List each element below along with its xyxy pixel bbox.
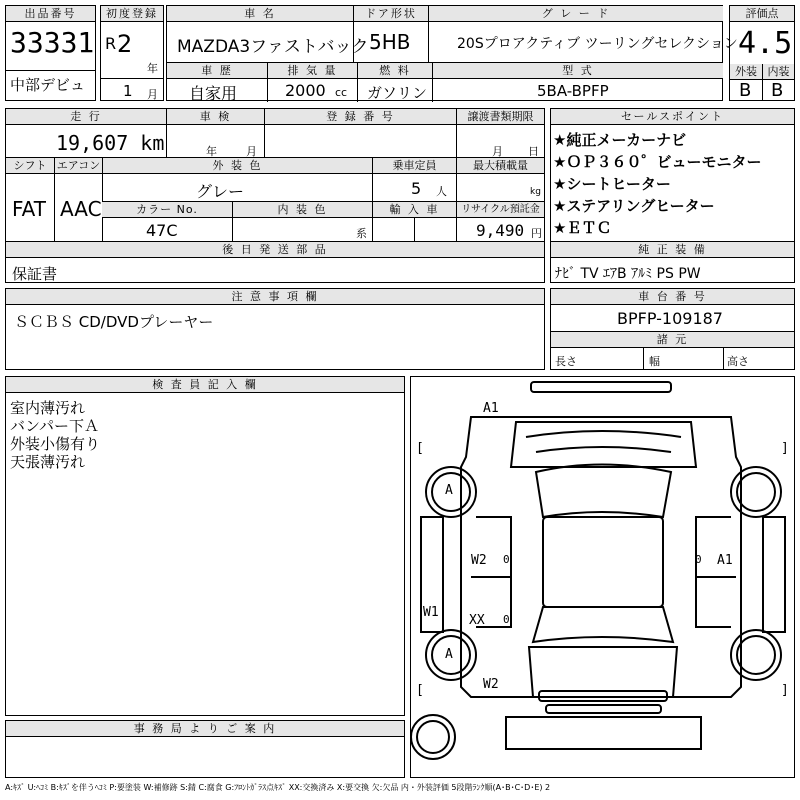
color-number: 47C xyxy=(146,221,178,240)
shift-label: シフト xyxy=(6,158,54,174)
shift: FAT xyxy=(12,197,47,221)
load-unit: kg xyxy=(530,187,541,197)
selling-point-1: ★純正メーカーナビ xyxy=(553,131,687,149)
notes-label: 注 意 事 項 欄 xyxy=(6,289,544,305)
notes-text: ＳＣＢＳ CD/DVDプレーヤー xyxy=(14,313,214,331)
first-reg-label: 初度登録 xyxy=(101,6,163,22)
genuine-equipment-label: 純 正 装 備 xyxy=(551,242,794,258)
ext-label: 外装 xyxy=(730,64,762,80)
damage-a1-right: A1 xyxy=(717,553,733,568)
damage-a-front-left: A xyxy=(445,483,453,498)
damage-zero-2: 0 xyxy=(695,553,702,566)
ext-grade: B xyxy=(739,80,752,101)
svg-text:[: [ xyxy=(416,441,424,456)
car-outline-svg xyxy=(411,377,794,777)
damage-xx: XX xyxy=(469,613,485,628)
reg-year: 2 xyxy=(117,30,133,58)
svg-text:]: ] xyxy=(781,441,789,456)
chassis-number: BPFP-109187 xyxy=(617,309,723,328)
month-unit: 月 xyxy=(147,88,158,101)
capacity-label: 乗車定員 xyxy=(372,158,456,174)
office-box xyxy=(5,720,405,778)
name-label: 車 名 xyxy=(167,6,353,22)
year-unit: 年 xyxy=(147,62,158,75)
history: 自家用 xyxy=(189,84,238,103)
import-label: 輸 入 車 xyxy=(372,202,456,218)
grade: 20Sプロアクティブ ツーリングセレクション xyxy=(457,36,738,52)
car-name: MAZDA3ファストバック xyxy=(177,37,369,57)
era: R xyxy=(105,34,117,53)
door-type: 5HB xyxy=(369,30,411,54)
first-registration-box xyxy=(100,5,164,101)
details-box xyxy=(5,108,545,283)
dims-width: 幅 xyxy=(649,355,660,368)
transfer-label: 譲渡書類期限 xyxy=(456,109,544,125)
score-box xyxy=(729,5,795,101)
notes-box xyxy=(5,288,545,370)
later-parts-label: 後 日 発 送 部 品 xyxy=(6,242,544,258)
inspection-label: 車 検 xyxy=(166,109,264,125)
inspector-label: 検 査 員 記 入 欄 xyxy=(6,377,404,393)
genuine-equipment: ﾅﾋﾞ TV ｴｱB ｱﾙﾐ PS PW xyxy=(555,266,701,282)
cc-unit: cc xyxy=(335,86,348,99)
ac: AAC xyxy=(60,197,102,221)
mileage: 19,607 km xyxy=(56,131,165,155)
recycle-label: リサイクル預託金 xyxy=(456,202,544,218)
ac-label: エアコン xyxy=(54,158,102,174)
door-label: ドア形状 xyxy=(353,6,428,22)
transfer-month-unit: 月 xyxy=(492,145,503,158)
damage-a1-top: A1 xyxy=(483,401,499,416)
displacement: 2000 xyxy=(285,81,326,100)
regno-label: 登 録 番 号 xyxy=(264,109,456,125)
displacement-label: 排 気 量 xyxy=(267,63,357,79)
selling-point-3: ★シートヒーター xyxy=(553,175,671,193)
inspector-line-4: 天張薄汚れ xyxy=(10,453,86,471)
score-label: 評価点 xyxy=(730,6,794,22)
damage-zero-1: 0 xyxy=(503,553,510,566)
damage-a-rear-left: A xyxy=(445,647,453,662)
selling-point-2: ★ＯＰ３６０゜ビューモニター xyxy=(553,153,762,171)
history-label: 車 歴 xyxy=(167,63,267,79)
inspector-line-1: 室内薄汚れ xyxy=(10,399,86,417)
damage-zero-3: 0 xyxy=(503,613,510,626)
load-label: 最大積載量 xyxy=(456,158,544,174)
inspector-line-2: バンパー下Ａ xyxy=(10,417,99,435)
dims-height: 高さ xyxy=(727,355,749,368)
car-diagram xyxy=(410,376,795,778)
intcolor-suffix: 系 xyxy=(356,227,367,240)
fuel-label: 燃 料 xyxy=(357,63,432,79)
color-label: 外 装 色 xyxy=(102,158,372,174)
recycle-unit: 円 xyxy=(531,227,542,240)
office-label: 事 務 局 よ り ご 案 内 xyxy=(6,721,404,737)
chassis-label: 車 台 番 号 xyxy=(551,289,794,305)
capacity-unit: 人 xyxy=(436,185,447,198)
insp-year-unit: 年 xyxy=(206,145,217,158)
lot-box xyxy=(5,5,96,101)
inspector-box xyxy=(5,376,405,716)
selling-point-4: ★ステアリングヒーター xyxy=(553,197,715,215)
recycle-fee: 9,490 xyxy=(476,221,525,240)
model-label: 型 式 xyxy=(432,63,723,79)
selling-points-box xyxy=(550,108,795,283)
exterior-color: グレー xyxy=(196,182,245,201)
lot-number: 33331 xyxy=(10,26,95,59)
score: 4.5 xyxy=(738,26,793,61)
int-grade: B xyxy=(771,80,784,101)
svg-text:]: ] xyxy=(781,683,789,698)
selling-points-label: セールスポイント xyxy=(551,109,794,125)
fuel: ガソリン xyxy=(367,84,428,102)
dims-label: 諸 元 xyxy=(551,332,794,348)
model-code: 5BA-BPFP xyxy=(537,82,609,100)
colorno-label: カラー No. xyxy=(102,202,232,218)
selling-point-5: ★ＥＴＣ xyxy=(553,219,612,237)
grade-label: グ レ ー ド xyxy=(428,6,723,22)
debut-label: 中部デビュ xyxy=(10,76,86,94)
later-parts: 保証書 xyxy=(12,265,58,283)
inspector-line-3: 外装小傷有り xyxy=(10,435,101,453)
dims-length: 長さ xyxy=(555,355,577,368)
insp-month-unit: 月 xyxy=(246,145,257,158)
chassis-box xyxy=(550,288,795,370)
int-label: 内装 xyxy=(762,64,794,80)
damage-w2-left: W2 xyxy=(471,553,487,568)
legend: A:ｷｽﾞ U:ﾍｺﾐ B:ｷｽﾞを伴うﾍｺﾐ P:要塗装 W:補修跡 S:錆 C:腐食 G:ﾌﾛﾝﾄｶﾞﾗｽ点ｷｽﾞ XX:交換済み X:要交換 欠:欠品 内・外装評価 5段階ﾗﾝｸ順(A･B･C･D･E) 2 xyxy=(5,783,551,792)
capacity: 5 xyxy=(411,179,422,198)
svg-text:[: [ xyxy=(416,683,424,698)
damage-w2-bottom: W2 xyxy=(483,677,499,692)
intcolor-label: 内 装 色 xyxy=(232,202,372,218)
lot-label: 出品番号 xyxy=(6,6,95,22)
damage-w1-left: W1 xyxy=(423,605,439,620)
reg-month: 1 xyxy=(123,82,133,100)
transfer-day-unit: 日 xyxy=(528,145,539,158)
name-box xyxy=(166,5,738,103)
mileage-label: 走 行 xyxy=(6,109,166,125)
